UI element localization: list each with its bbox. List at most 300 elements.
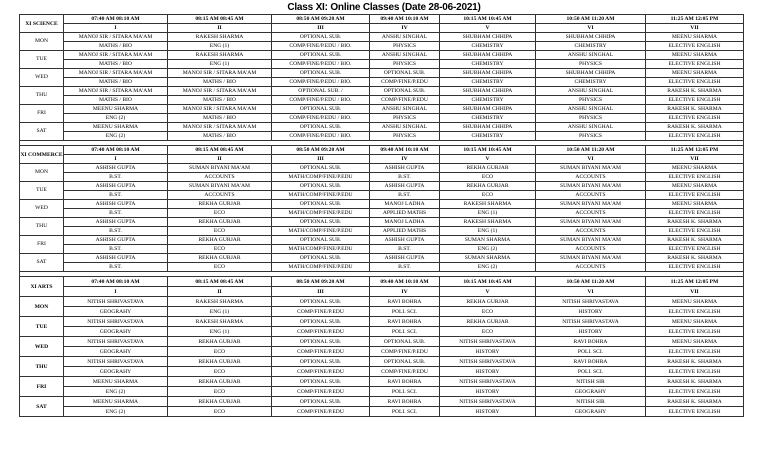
- subject-cell: ENG (1): [168, 42, 272, 51]
- period-number: VII: [646, 24, 744, 33]
- subject-row: [20, 245, 744, 254]
- teacher-cell: REKHA GURJAR: [168, 218, 272, 227]
- teacher-row: [20, 254, 744, 263]
- teacher-row: [20, 123, 744, 132]
- teacher-row: [20, 236, 744, 245]
- slot-time: 07:40 AM 08:10 AM: [64, 277, 168, 287]
- slot-time: 08:50 AM 09:20 AM: [272, 277, 370, 287]
- subject-row: [20, 209, 744, 218]
- subject-cell: ACCOUNTS: [168, 173, 272, 182]
- teacher-cell: OPTIONAL SUB.: [272, 357, 370, 367]
- subject-cell: HISTORY: [440, 387, 536, 397]
- subject-row: [20, 78, 744, 87]
- teacher-cell: SUMAN SHARMA: [440, 254, 536, 263]
- subject-cell: ECO: [168, 367, 272, 377]
- teacher-cell: ASHISH GUPTA: [370, 254, 440, 263]
- subject-cell: ELECTIVE ENGLISH: [646, 209, 744, 218]
- subject-cell: ELECTIVE ENGLISH: [646, 60, 744, 69]
- period-number: II: [168, 24, 272, 33]
- teacher-cell: ANSHU SINGHAL: [370, 123, 440, 132]
- teacher-cell: RAVI BOHRA: [536, 357, 646, 367]
- subject-cell: ACCOUNTS: [536, 209, 646, 218]
- day-label: MON: [20, 297, 64, 317]
- teacher-cell: OPTIONAL SUB.: [272, 123, 370, 132]
- subject-cell: ELECTIVE ENGLISH: [646, 263, 744, 272]
- section-name: XI ARTS: [20, 277, 64, 297]
- slot-time: 10:15 AM 10:45 AM: [440, 15, 536, 24]
- subject-cell: ENG (1): [168, 307, 272, 317]
- subject-cell: COMP/FINE/P.EDU / BIO.: [272, 132, 370, 141]
- teacher-cell: MEENU SHARMA: [646, 69, 744, 78]
- period-number: I: [64, 287, 168, 297]
- teacher-row: [20, 51, 744, 60]
- subject-cell: ENG (1): [168, 327, 272, 337]
- teacher-cell: NITISH SHRIVASTAVA: [536, 317, 646, 327]
- teacher-cell: ANSHU SINGHAL: [536, 123, 646, 132]
- subject-cell: ECO: [168, 347, 272, 357]
- teacher-cell: REKHA GURJAR: [168, 337, 272, 347]
- teacher-cell: MEENU SHARMA: [64, 105, 168, 114]
- teacher-cell: ASHISH GUPTA: [370, 182, 440, 191]
- subject-cell: COMP/FINE/P.EDU: [272, 407, 370, 417]
- slot-time: 10:15 AM 10:45 AM: [440, 277, 536, 287]
- teacher-cell: SHUBHAM CHHIPA: [440, 51, 536, 60]
- teacher-cell: OPTIONAL SUB.: [272, 51, 370, 60]
- day-label: TUE: [20, 182, 64, 200]
- teacher-cell: RAVI BOHRA: [370, 297, 440, 307]
- subject-cell: MATH/COMP/FINE/P.EDU: [272, 263, 370, 272]
- subject-cell: MATHS / BIO: [64, 60, 168, 69]
- period-number: I: [64, 155, 168, 164]
- teacher-cell: RAKESH K. SHARMA: [646, 254, 744, 263]
- subject-cell: ECO: [168, 407, 272, 417]
- day-label: WED: [20, 337, 64, 357]
- subject-cell: HISTORY: [440, 407, 536, 417]
- subject-cell: MATHS / BIO: [168, 78, 272, 87]
- subject-cell: ELECTIVE ENGLISH: [646, 327, 744, 337]
- subject-cell: COMP/FINE/P.EDU: [272, 387, 370, 397]
- subject-cell: MATH/COMP/FINE/P.EDU: [272, 191, 370, 200]
- header-times-row: [20, 146, 744, 155]
- subject-row: [20, 327, 744, 337]
- subject-cell: ACCOUNTS: [168, 191, 272, 200]
- teacher-cell: OPTIONAL SUB.: [272, 297, 370, 307]
- teacher-cell: SHUBHAM CHHIPA: [440, 87, 536, 96]
- teacher-cell: SHUBHAM CHHIPA: [536, 69, 646, 78]
- slot-time: 10:50 AM 11:20 AM: [536, 15, 646, 24]
- teacher-cell: NITISH SIR: [536, 377, 646, 387]
- teacher-cell: SUMAN BIYANI MA'AM: [168, 182, 272, 191]
- teacher-cell: OPTIONAL SUB.: [272, 69, 370, 78]
- teacher-cell: OPTIONAL SUB.: [272, 317, 370, 327]
- teacher-cell: ANSHU SINGHAL: [370, 51, 440, 60]
- teacher-row: [20, 87, 744, 96]
- teacher-cell: MANOJ SIR / SITARA MA'AM: [168, 69, 272, 78]
- teacher-cell: RAVI BOHRA: [536, 337, 646, 347]
- subject-cell: MATHS / BIO: [168, 114, 272, 123]
- subject-cell: COMP/FINE/P.EDU / BIO.: [272, 96, 370, 105]
- header-periods-row: [20, 24, 744, 33]
- period-number: II: [168, 155, 272, 164]
- teacher-cell: NITISH SHRIVASTAVA: [64, 357, 168, 367]
- teacher-cell: MANOJ LADHA: [370, 218, 440, 227]
- subject-row: [20, 407, 744, 417]
- subject-cell: COMP/FINE/P.EDU: [370, 78, 440, 87]
- subject-row: [20, 132, 744, 141]
- teacher-cell: RAKESH SHARMA: [440, 218, 536, 227]
- teacher-cell: OPTIONAL SUB.: [272, 236, 370, 245]
- teacher-cell: MEENU SHARMA: [646, 337, 744, 347]
- subject-cell: ELECTIVE ENGLISH: [646, 132, 744, 141]
- subject-cell: POLI. SCI.: [536, 347, 646, 357]
- subject-cell: COMP/FINE/P.EDU / BIO.: [272, 42, 370, 51]
- teacher-cell: RAVI BOHRA: [370, 317, 440, 327]
- day-label: MON: [20, 33, 64, 51]
- teacher-cell: MEENU SHARMA: [646, 297, 744, 307]
- subject-cell: ELECTIVE ENGLISH: [646, 387, 744, 397]
- subject-cell: CHEMISTRY: [440, 114, 536, 123]
- subject-cell: ECO: [440, 327, 536, 337]
- teacher-cell: SUMAN BIYANI MA'AM: [536, 218, 646, 227]
- teacher-cell: MEENU SHARMA: [646, 182, 744, 191]
- subject-cell: CHEMISTRY: [536, 42, 646, 51]
- teacher-cell: SUMAN BIYANI MA'AM: [536, 236, 646, 245]
- subject-cell: MATHS / BIO: [168, 96, 272, 105]
- subject-row: [20, 114, 744, 123]
- slot-time: 07:40 AM 08:10 AM: [64, 146, 168, 155]
- subject-row: [20, 96, 744, 105]
- teacher-row: [20, 297, 744, 307]
- teacher-cell: OPTIONAL SUB.: [272, 397, 370, 407]
- subject-cell: GEOGRAHY: [64, 347, 168, 357]
- subject-cell: ENG (1): [168, 60, 272, 69]
- subject-cell: ELECTIVE ENGLISH: [646, 227, 744, 236]
- subject-cell: PHYSICS: [536, 114, 646, 123]
- period-number: III: [272, 155, 370, 164]
- subject-cell: ECO: [440, 307, 536, 317]
- teacher-cell: NITISH SHRIVASTAVA: [440, 397, 536, 407]
- period-number: I: [64, 24, 168, 33]
- teacher-cell: OPTIONAL SUB.: [370, 87, 440, 96]
- subject-cell: COMP/FINE/P.EDU: [272, 367, 370, 377]
- teacher-cell: ANSHU SINGHAL: [370, 33, 440, 42]
- subject-cell: MATH/COMP/FINE/P.EDU: [272, 227, 370, 236]
- subject-cell: ECO: [440, 191, 536, 200]
- subject-cell: COMP/FINE/P.EDU: [272, 347, 370, 357]
- subject-cell: MATHS / BIO: [64, 96, 168, 105]
- teacher-cell: SHUBHAM CHHIPA: [440, 105, 536, 114]
- teacher-cell: SUMAN BIYANI MA'AM: [536, 254, 646, 263]
- subject-cell: COMP/FINE/P.EDU: [272, 307, 370, 317]
- teacher-cell: ASHISH GUPTA: [64, 254, 168, 263]
- period-number: VI: [536, 155, 646, 164]
- teacher-cell: MANOJ SIR / SITARA MA'AM: [168, 123, 272, 132]
- teacher-row: [20, 69, 744, 78]
- subject-cell: ACCOUNTS: [536, 245, 646, 254]
- subject-cell: MATH/COMP/FINE/P.EDU: [272, 245, 370, 254]
- slot-time: 10:50 AM 11:20 AM: [536, 277, 646, 287]
- period-number: III: [272, 287, 370, 297]
- teacher-row: [20, 200, 744, 209]
- slot-time: 07:40 AM 08:10 AM: [64, 15, 168, 24]
- page-title: Class XI: Online Classes (Date 28-06-2021): [287, 2, 481, 13]
- teacher-cell: REKHA GURJAR: [168, 200, 272, 209]
- teacher-cell: SHUBHAM CHHIPA: [536, 33, 646, 42]
- period-number: VI: [536, 24, 646, 33]
- header-times-row: [20, 15, 744, 24]
- teacher-cell: NITISH SHRIVASTAVA: [64, 317, 168, 327]
- teacher-cell: OPTIONAL SUB.: [272, 200, 370, 209]
- teacher-cell: NITISH SHRIVASTAVA: [64, 337, 168, 347]
- subject-cell: ENG (2): [64, 132, 168, 141]
- teacher-row: [20, 397, 744, 407]
- subject-cell: B.ST.: [64, 209, 168, 218]
- teacher-cell: OPTIONAL SUB.: [272, 105, 370, 114]
- teacher-cell: RAKESH K. SHARMA: [646, 218, 744, 227]
- day-label: SAT: [20, 254, 64, 272]
- period-number: IV: [370, 287, 440, 297]
- teacher-cell: NITISH SHRIVASTAVA: [64, 297, 168, 307]
- subject-cell: COMP/FINE/P.EDU / BIO.: [272, 60, 370, 69]
- teacher-cell: ASHISH GUPTA: [370, 164, 440, 173]
- subject-cell: ECO: [168, 209, 272, 218]
- subject-cell: MATHS / BIO: [64, 78, 168, 87]
- teacher-cell: MEENU SHARMA: [64, 397, 168, 407]
- subject-cell: COMP/FINE/P.EDU: [370, 347, 440, 357]
- period-number: VII: [646, 155, 744, 164]
- subject-cell: PHYSICS: [536, 60, 646, 69]
- subject-cell: ENG (1): [440, 209, 536, 218]
- subject-row: [20, 263, 744, 272]
- slot-time: 11:25 AM 12:05 PM: [646, 277, 744, 287]
- teacher-cell: SUMAN SHARMA: [440, 236, 536, 245]
- subject-cell: B.ST.: [64, 263, 168, 272]
- period-number: V: [440, 155, 536, 164]
- day-label: FRI: [20, 377, 64, 397]
- subject-row: [20, 347, 744, 357]
- subject-cell: HISTORY: [536, 327, 646, 337]
- teacher-cell: REKHA GURJAR: [168, 397, 272, 407]
- subject-cell: B.ST.: [64, 245, 168, 254]
- teacher-cell: RAVI BOHRA: [370, 397, 440, 407]
- teacher-cell: ASHISH GUPTA: [64, 164, 168, 173]
- subject-cell: B.ST.: [370, 191, 440, 200]
- teacher-cell: OPTIONAL SUB. /: [272, 87, 370, 96]
- subject-cell: B.ST.: [370, 263, 440, 272]
- day-label: FRI: [20, 236, 64, 254]
- subject-cell: ENG (2): [64, 407, 168, 417]
- period-number: V: [440, 24, 536, 33]
- teacher-cell: MANOJ LADHA: [370, 200, 440, 209]
- period-number: IV: [370, 24, 440, 33]
- teacher-cell: NITISH SIR: [536, 397, 646, 407]
- day-label: FRI: [20, 105, 64, 123]
- period-number: V: [440, 287, 536, 297]
- subject-cell: MATHS / BIO: [64, 42, 168, 51]
- subject-cell: CHEMISTRY: [440, 78, 536, 87]
- section-name: XI COMMERCE: [20, 146, 64, 164]
- subject-cell: ELECTIVE ENGLISH: [646, 173, 744, 182]
- day-label: THU: [20, 87, 64, 105]
- teacher-cell: MANOJ SIR / SITARA MA'AM: [168, 87, 272, 96]
- subject-cell: PHYSICS: [370, 42, 440, 51]
- teacher-cell: REKHA GURJAR: [168, 357, 272, 367]
- slot-time: 10:15 AM 10:45 AM: [440, 146, 536, 155]
- subject-cell: B.ST.: [64, 173, 168, 182]
- teacher-cell: MANOJ SIR / SITARA MA'AM: [64, 51, 168, 60]
- teacher-cell: ASHISH GUPTA: [64, 236, 168, 245]
- subject-cell: CHEMISTRY: [536, 78, 646, 87]
- teacher-cell: ASHISH GUPTA: [64, 200, 168, 209]
- subject-cell: ELECTIVE ENGLISH: [646, 42, 744, 51]
- slot-time: 08:15 AM 08:45 AM: [168, 15, 272, 24]
- teacher-cell: RAKESH SHARMA: [168, 317, 272, 327]
- teacher-cell: RAKESH SHARMA: [440, 200, 536, 209]
- teacher-cell: RAKESH K. SHARMA: [646, 105, 744, 114]
- teacher-cell: MEENU SHARMA: [646, 317, 744, 327]
- teacher-cell: RAKESH SHARMA: [168, 51, 272, 60]
- subject-cell: POLI. SCI.: [370, 327, 440, 337]
- timetable: [19, 14, 744, 417]
- teacher-cell: REKHA GURJAR: [168, 377, 272, 387]
- teacher-cell: OPTIONAL SUB.: [272, 254, 370, 263]
- subject-cell: MATH/COMP/FINE/P.EDU: [272, 173, 370, 182]
- subject-cell: GEOGRAHY: [64, 327, 168, 337]
- subject-cell: POLI. SCI.: [536, 367, 646, 377]
- teacher-cell: RAKESH SHARMA: [168, 33, 272, 42]
- teacher-cell: RAVI BOHRA: [370, 377, 440, 387]
- teacher-cell: OPTIONAL SUB.: [272, 337, 370, 347]
- subject-cell: PHYSICS: [370, 132, 440, 141]
- teacher-cell: MANOJ SIR / SITARA MA'AM: [168, 105, 272, 114]
- teacher-cell: REKHA GURJAR: [440, 317, 536, 327]
- teacher-cell: SUMAN BIYANI MA'AM: [536, 182, 646, 191]
- subject-cell: ELECTIVE ENGLISH: [646, 347, 744, 357]
- teacher-cell: MANOJ SIR / SITARA MA'AM: [64, 33, 168, 42]
- subject-cell: APPLIED MATHS: [370, 227, 440, 236]
- period-number: IV: [370, 155, 440, 164]
- subject-cell: B.ST.: [370, 245, 440, 254]
- teacher-cell: SHUBHAM CHHIPA: [440, 33, 536, 42]
- teacher-cell: ANSHU SINGHAL: [536, 105, 646, 114]
- teacher-cell: MANOJ SIR / SITARA MA'AM: [64, 69, 168, 78]
- teacher-cell: REKHA GURJAR: [168, 254, 272, 263]
- teacher-cell: MEENU SHARMA: [646, 33, 744, 42]
- teacher-row: [20, 164, 744, 173]
- subject-cell: CHEMISTRY: [440, 60, 536, 69]
- teacher-cell: RAKESH K. SHARMA: [646, 377, 744, 387]
- teacher-cell: MEENU SHARMA: [646, 164, 744, 173]
- subject-cell: ECO: [440, 173, 536, 182]
- slot-time: 08:50 AM 09:20 AM: [272, 15, 370, 24]
- subject-cell: POLI. SCI.: [370, 307, 440, 317]
- header-periods-row: [20, 155, 744, 164]
- teacher-row: [20, 357, 744, 367]
- subject-cell: ACCOUNTS: [536, 173, 646, 182]
- day-label: THU: [20, 357, 64, 377]
- subject-cell: ACCOUNTS: [536, 227, 646, 236]
- teacher-row: [20, 105, 744, 114]
- period-number: III: [272, 24, 370, 33]
- subject-cell: ELECTIVE ENGLISH: [646, 367, 744, 377]
- slot-time: 09:40 AM 10:10 AM: [370, 277, 440, 287]
- section-name: XI SCIENCE: [20, 15, 64, 33]
- subject-cell: HISTORY: [440, 367, 536, 377]
- subject-cell: ELECTIVE ENGLISH: [646, 245, 744, 254]
- subject-cell: GEOGRAHY: [64, 367, 168, 377]
- slot-time: 08:50 AM 09:20 AM: [272, 146, 370, 155]
- subject-cell: GEOGRAHY: [536, 387, 646, 397]
- subject-cell: POLI. SCI.: [370, 407, 440, 417]
- teacher-cell: MEENU SHARMA: [64, 377, 168, 387]
- slot-time: 09:40 AM 10:10 AM: [370, 146, 440, 155]
- subject-cell: APPLIED MATHS: [370, 209, 440, 218]
- subject-cell: PHYSICS: [370, 60, 440, 69]
- teacher-cell: ASHISH GUPTA: [64, 218, 168, 227]
- teacher-cell: RAKESH SHARMA: [168, 297, 272, 307]
- slot-time: 11:25 AM 12:05 PM: [646, 146, 744, 155]
- subject-cell: COMP/FINE/P.EDU / BIO.: [272, 78, 370, 87]
- subject-row: [20, 227, 744, 236]
- day-label: MON: [20, 164, 64, 182]
- day-label: TUE: [20, 51, 64, 69]
- teacher-cell: SHUBHAM CHHIPA: [440, 123, 536, 132]
- subject-cell: ELECTIVE ENGLISH: [646, 78, 744, 87]
- subject-cell: PHYSICS: [536, 96, 646, 105]
- subject-cell: ECO: [168, 245, 272, 254]
- subject-row: [20, 307, 744, 317]
- teacher-cell: RAKESH K. SHARMA: [646, 123, 744, 132]
- teacher-cell: NITISH SHRIVASTAVA: [536, 297, 646, 307]
- teacher-row: [20, 182, 744, 191]
- day-label: THU: [20, 218, 64, 236]
- subject-row: [20, 42, 744, 51]
- subject-cell: CHEMISTRY: [440, 42, 536, 51]
- teacher-row: [20, 218, 744, 227]
- subject-cell: HISTORY: [440, 347, 536, 357]
- day-label: TUE: [20, 317, 64, 337]
- subject-row: [20, 191, 744, 200]
- teacher-cell: RAKESH K. SHARMA: [646, 357, 744, 367]
- subject-cell: GEOGRAHY: [64, 307, 168, 317]
- period-number: II: [168, 287, 272, 297]
- subject-cell: CHEMISTRY: [440, 96, 536, 105]
- teacher-cell: ANSHU SINGHAL: [536, 51, 646, 60]
- teacher-cell: ANSHU SINGHAL: [536, 87, 646, 96]
- subject-cell: ENG (2): [64, 114, 168, 123]
- subject-cell: GEOGRAHY: [536, 407, 646, 417]
- teacher-cell: ANSHU SINGHAL: [370, 105, 440, 114]
- subject-cell: B.ST.: [64, 227, 168, 236]
- subject-cell: ELECTIVE ENGLISH: [646, 307, 744, 317]
- slot-time: 08:15 AM 08:45 AM: [168, 146, 272, 155]
- slot-time: 11:25 AM 12:05 PM: [646, 15, 744, 24]
- day-label: SAT: [20, 123, 64, 141]
- teacher-cell: MANOJ SIR / SITARA MA'AM: [64, 87, 168, 96]
- teacher-row: [20, 377, 744, 387]
- subject-cell: MATHS / BIO: [168, 132, 272, 141]
- teacher-cell: REKHA GURJAR: [440, 182, 536, 191]
- teacher-cell: SUMAN BIYANI MA'AM: [536, 200, 646, 209]
- subject-cell: B.ST.: [370, 173, 440, 182]
- slot-time: 08:15 AM 08:45 AM: [168, 277, 272, 287]
- subject-cell: ECO: [168, 227, 272, 236]
- header-times-row: [20, 277, 744, 287]
- day-label: WED: [20, 69, 64, 87]
- teacher-cell: RAKESH K. SHARMA: [646, 236, 744, 245]
- subject-cell: ENG (1): [440, 227, 536, 236]
- subject-row: [20, 60, 744, 69]
